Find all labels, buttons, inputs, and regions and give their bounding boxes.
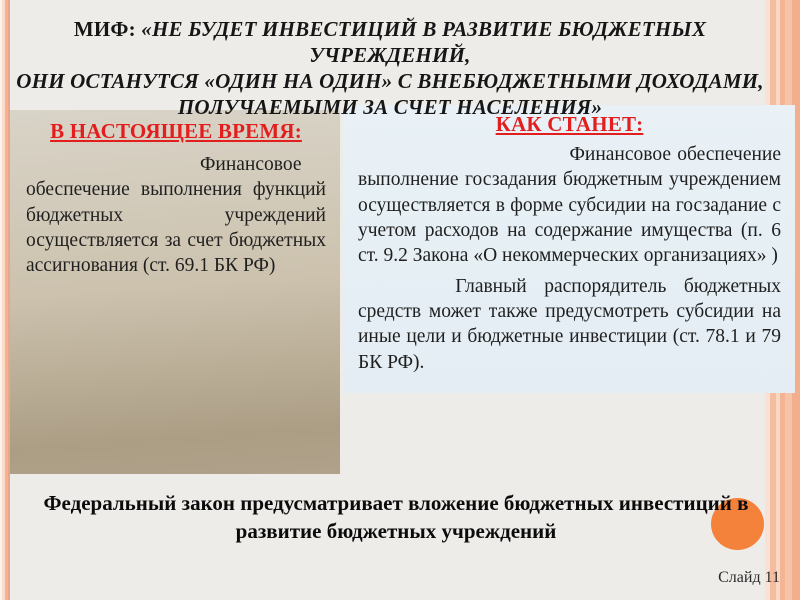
future-state-heading: КАК СТАНЕТ: — [495, 112, 644, 136]
slide-number-label: Слайд 11 — [718, 569, 780, 586]
title-quote-line-1: «НЕ БУДЕТ ИНВЕСТИЦИЙ В РАЗВИТИЕ БЮДЖЕТНЫХ УЧРЕЖДЕНИЙ, — [141, 17, 707, 67]
current-state-heading: В НАСТОЯЩЕЕ ВРЕМЯ: — [50, 119, 302, 143]
slide-title-line-3: ПОЛУЧАЕМЫМИ ЗА СЧЕТ НАСЕЛЕНИЯ» — [177, 95, 603, 119]
footer-statement-line-2: развитие бюджетных учреждений — [235, 519, 557, 543]
slide-title-line-2: ОНИ ОСТАНУТСЯ «ОДИН НА ОДИН» С ВНЕБЮДЖЕТНЫМИ ДОХОДАМИ, — [16, 69, 764, 93]
future-state-panel — [343, 105, 795, 393]
future-state-paragraph-1: Финансовое обеспечение выполнение госзадания бюджетным учреждением осуществляется в форме субсидии на госзадание с учетом расходов на содержание имущества (п. 6 ст. 9.2 Закона «О некоммерческих организациях» ) — [358, 144, 781, 267]
footer-statement-line-1: Федеральный закон предусматривает вложение бюджетных инвестиций в — [43, 491, 749, 515]
current-state-panel — [10, 110, 340, 474]
slide-title-line-1 — [14, 16, 766, 68]
slide-title — [14, 16, 766, 120]
current-state-paragraph: Финансовое обеспечение выполнения функций бюджетных учреждений осуществляется за счет бюджетных ассигнования (ст. 69.1 БК РФ) — [26, 154, 326, 277]
footer-statement — [16, 489, 776, 545]
future-state-paragraph-2: Главный распорядитель бюджетных средств может также предусмотреть субсидии на иные цели и бюджетные инвестиции (ст. 78.1 и 79 БК РФ). — [358, 275, 781, 373]
left-edge-stripes — [0, 0, 10, 600]
title-myth-prefix: МИФ: — [73, 17, 142, 41]
